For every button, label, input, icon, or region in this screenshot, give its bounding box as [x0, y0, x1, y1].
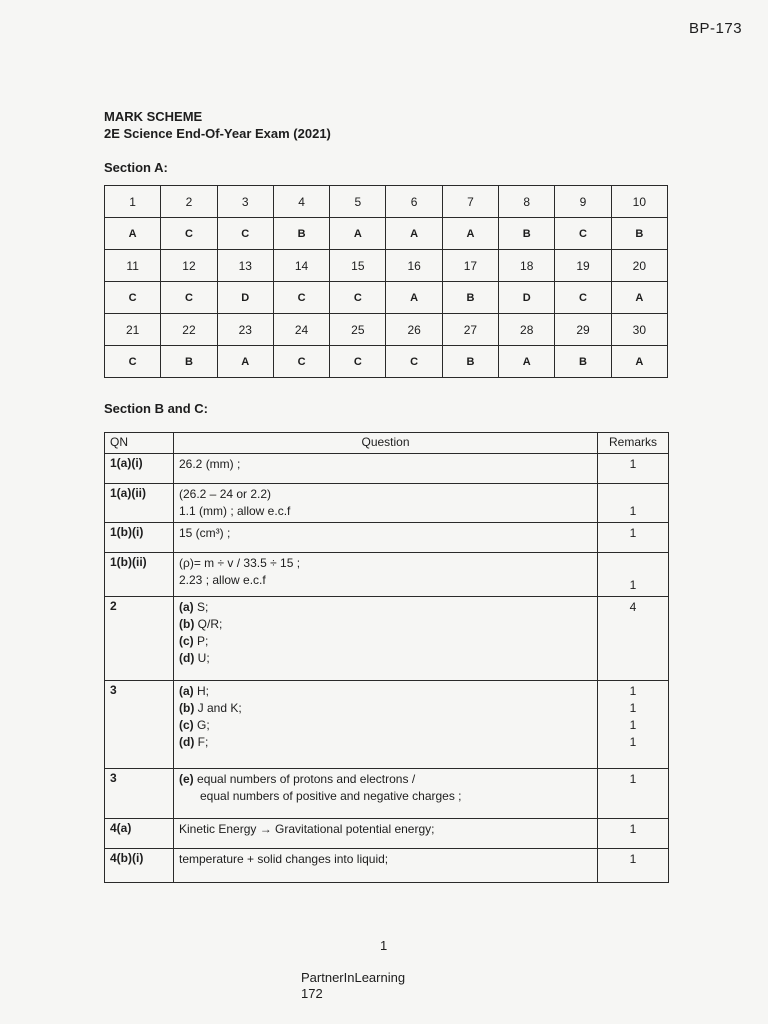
- question-number-cell: 11: [105, 250, 161, 282]
- answer-line: [179, 788, 592, 805]
- question-cell: [174, 553, 598, 597]
- answer-line: [179, 486, 592, 503]
- answer-cell: B: [499, 218, 555, 250]
- answer-line: [179, 456, 592, 473]
- item-label: (d): [179, 651, 195, 665]
- answer-cell: B: [442, 282, 498, 314]
- question-number-cell: 19: [555, 250, 611, 282]
- answer-line: [179, 525, 592, 542]
- item-text: S;: [197, 600, 209, 614]
- mark-value: 1: [629, 772, 637, 786]
- remarks-cell: [598, 849, 669, 883]
- question-number-cell: 10: [611, 186, 667, 218]
- question-number-row: [105, 186, 668, 218]
- qn-cell: 1(a)(i): [105, 454, 174, 484]
- answer-cell: A: [105, 218, 161, 250]
- qn-cell: 1(a)(ii): [105, 484, 174, 523]
- answer-item: [179, 650, 592, 667]
- answer-text: 26.2 (mm) ;: [179, 457, 241, 471]
- question-number-cell: 7: [442, 186, 498, 218]
- answer-text: 15 (cm³) ;: [179, 526, 231, 540]
- answer-cell: D: [499, 282, 555, 314]
- page-code: BP-173: [689, 20, 743, 37]
- table-row: [105, 484, 669, 523]
- remarks-cell: [598, 681, 669, 769]
- answer-item: [179, 717, 592, 734]
- answer-line: [179, 821, 592, 838]
- answer-row: [105, 218, 668, 250]
- table-row: [105, 523, 669, 553]
- item-text: H;: [197, 684, 210, 698]
- answer-cell: B: [161, 346, 217, 378]
- question-number-cell: 20: [611, 250, 667, 282]
- table-row: [105, 597, 669, 681]
- question-number-cell: 14: [273, 250, 329, 282]
- section-a-answer-table: [104, 185, 668, 378]
- answer-item: [179, 700, 592, 717]
- question-cell: [174, 597, 598, 681]
- mark-value: 1: [629, 578, 637, 592]
- answer-text: temperature + solid changes into liquid;: [179, 852, 389, 866]
- answer-text: Kinetic Energy → Gravitational potential energy;: [179, 822, 435, 836]
- document-title: MARK SCHEME: [104, 109, 203, 124]
- answer-cell: C: [105, 282, 161, 314]
- answer-cell: B: [442, 346, 498, 378]
- qn-cell: 3: [105, 769, 174, 819]
- item-label: (b): [179, 617, 195, 631]
- mark-value: 1: [629, 684, 637, 698]
- question-number-cell: 6: [386, 186, 442, 218]
- answer-cell: C: [330, 346, 386, 378]
- question-number-cell: 2: [161, 186, 217, 218]
- remarks-cell: [598, 523, 669, 553]
- section-a-heading: Section A:: [104, 160, 168, 175]
- question-number-cell: 25: [330, 314, 386, 346]
- question-number-cell: 21: [105, 314, 161, 346]
- answer-item: [179, 616, 592, 633]
- column-header-question: Question: [174, 433, 598, 454]
- answer-cell: A: [611, 282, 667, 314]
- mark-value: 1: [629, 526, 637, 540]
- column-header-remarks: Remarks: [598, 433, 669, 454]
- question-number-row: [105, 314, 668, 346]
- answer-cell: C: [273, 282, 329, 314]
- question-number-cell: 1: [105, 186, 161, 218]
- mark-value: 1: [629, 822, 637, 836]
- remarks-cell: [598, 769, 669, 819]
- qn-cell: 1(b)(ii): [105, 553, 174, 597]
- qn-cell: 1(b)(i): [105, 523, 174, 553]
- question-cell: [174, 769, 598, 819]
- answer-cell: A: [217, 346, 273, 378]
- answer-item: [179, 683, 592, 700]
- answer-text: equal numbers of protons and electrons /: [197, 772, 416, 786]
- question-number-cell: 27: [442, 314, 498, 346]
- answer-text: 1.1 (mm) ; allow e.c.f: [179, 504, 291, 518]
- answer-line: [179, 851, 592, 868]
- answer-line: [179, 572, 592, 589]
- table-row: [105, 454, 669, 484]
- answer-cell: C: [217, 218, 273, 250]
- item-text: G;: [197, 718, 210, 732]
- question-number-cell: 12: [161, 250, 217, 282]
- table-header-row: [105, 433, 669, 454]
- question-cell: [174, 849, 598, 883]
- question-number-cell: 18: [499, 250, 555, 282]
- question-cell: [174, 454, 598, 484]
- question-cell: [174, 484, 598, 523]
- answer-item: [179, 633, 592, 650]
- answer-line: [179, 503, 592, 520]
- question-number-cell: 22: [161, 314, 217, 346]
- question-number-cell: 15: [330, 250, 386, 282]
- mark-value: 1: [629, 718, 637, 732]
- mark-value: 1: [629, 701, 637, 715]
- table-row: [105, 819, 669, 849]
- item-label: (a): [179, 684, 194, 698]
- answer-cell: A: [330, 218, 386, 250]
- item-label: (c): [179, 718, 194, 732]
- answer-cell: C: [386, 346, 442, 378]
- answer-cell: A: [386, 218, 442, 250]
- column-header-qn: QN: [105, 433, 174, 454]
- item-text: F;: [197, 735, 209, 749]
- answer-cell: A: [386, 282, 442, 314]
- footer-book-page: 172: [301, 986, 323, 1001]
- answer-row: [105, 282, 668, 314]
- item-text: P;: [197, 634, 209, 648]
- remarks-cell: [598, 454, 669, 484]
- question-number-cell: 4: [273, 186, 329, 218]
- qn-cell: 3: [105, 681, 174, 769]
- mark-value: 1: [629, 504, 637, 518]
- mark-value: 1: [629, 735, 637, 749]
- answer-cell: C: [555, 218, 611, 250]
- question-number-cell: 30: [611, 314, 667, 346]
- answer-line: [179, 771, 592, 788]
- question-number-row: [105, 250, 668, 282]
- question-number-cell: 29: [555, 314, 611, 346]
- remarks-cell: [598, 484, 669, 523]
- page-number: 1: [380, 938, 388, 953]
- qn-cell: 4(a): [105, 819, 174, 849]
- answer-cell: D: [217, 282, 273, 314]
- answer-cell: B: [555, 346, 611, 378]
- answer-cell: C: [161, 218, 217, 250]
- answer-cell: C: [161, 282, 217, 314]
- answer-cell: C: [555, 282, 611, 314]
- question-cell: [174, 681, 598, 769]
- item-text: Q/R;: [197, 617, 223, 631]
- item-label: (c): [179, 634, 194, 648]
- item-label: (a): [179, 600, 194, 614]
- qn-cell: 2: [105, 597, 174, 681]
- question-number-cell: 8: [499, 186, 555, 218]
- answer-row: [105, 346, 668, 378]
- question-number-cell: 3: [217, 186, 273, 218]
- question-number-cell: 28: [499, 314, 555, 346]
- answer-text: (26.2 – 24 or 2.2): [179, 487, 272, 501]
- item-text: U;: [197, 651, 210, 665]
- answer-cell: A: [499, 346, 555, 378]
- answer-cell: A: [442, 218, 498, 250]
- question-number-cell: 24: [273, 314, 329, 346]
- footer-brand: PartnerInLearning: [301, 970, 406, 985]
- remarks-cell: [598, 819, 669, 849]
- answer-line: [179, 555, 592, 572]
- answer-cell: C: [273, 346, 329, 378]
- answer-cell: B: [611, 218, 667, 250]
- question-number-cell: 16: [386, 250, 442, 282]
- section-bc-mark-table: [104, 432, 669, 883]
- section-bc-heading: Section B and C:: [104, 401, 209, 416]
- mark-value: 1: [629, 852, 637, 866]
- question-number-cell: 9: [555, 186, 611, 218]
- answer-cell: B: [273, 218, 329, 250]
- answer-item: [179, 599, 592, 616]
- answer-text: equal numbers of positive and negative charges ;: [200, 789, 462, 803]
- question-cell: [174, 819, 598, 849]
- table-row: [105, 681, 669, 769]
- question-number-cell: 26: [386, 314, 442, 346]
- table-row: [105, 769, 669, 819]
- answer-item: [179, 734, 592, 751]
- table-row: [105, 849, 669, 883]
- question-cell: [174, 523, 598, 553]
- document-subtitle: 2E Science End-Of-Year Exam (2021): [104, 126, 331, 141]
- question-number-cell: 13: [217, 250, 273, 282]
- item-text: J and K;: [197, 701, 242, 715]
- item-label: (b): [179, 701, 195, 715]
- question-number-cell: 23: [217, 314, 273, 346]
- item-label: (e): [179, 772, 194, 786]
- table-row: [105, 553, 669, 597]
- mark-value: 4: [629, 600, 637, 614]
- answer-text: (ρ)= m ÷ v / 33.5 ÷ 15 ;: [179, 556, 301, 570]
- qn-cell: 4(b)(i): [105, 849, 174, 883]
- item-label: (d): [179, 735, 195, 749]
- mark-value: 1: [629, 457, 637, 471]
- question-number-cell: 17: [442, 250, 498, 282]
- question-number-cell: 5: [330, 186, 386, 218]
- remarks-cell: [598, 597, 669, 681]
- answer-text: 2.23 ; allow e.c.f: [179, 573, 266, 587]
- remarks-cell: [598, 553, 669, 597]
- answer-cell: A: [611, 346, 667, 378]
- answer-cell: C: [330, 282, 386, 314]
- answer-cell: C: [105, 346, 161, 378]
